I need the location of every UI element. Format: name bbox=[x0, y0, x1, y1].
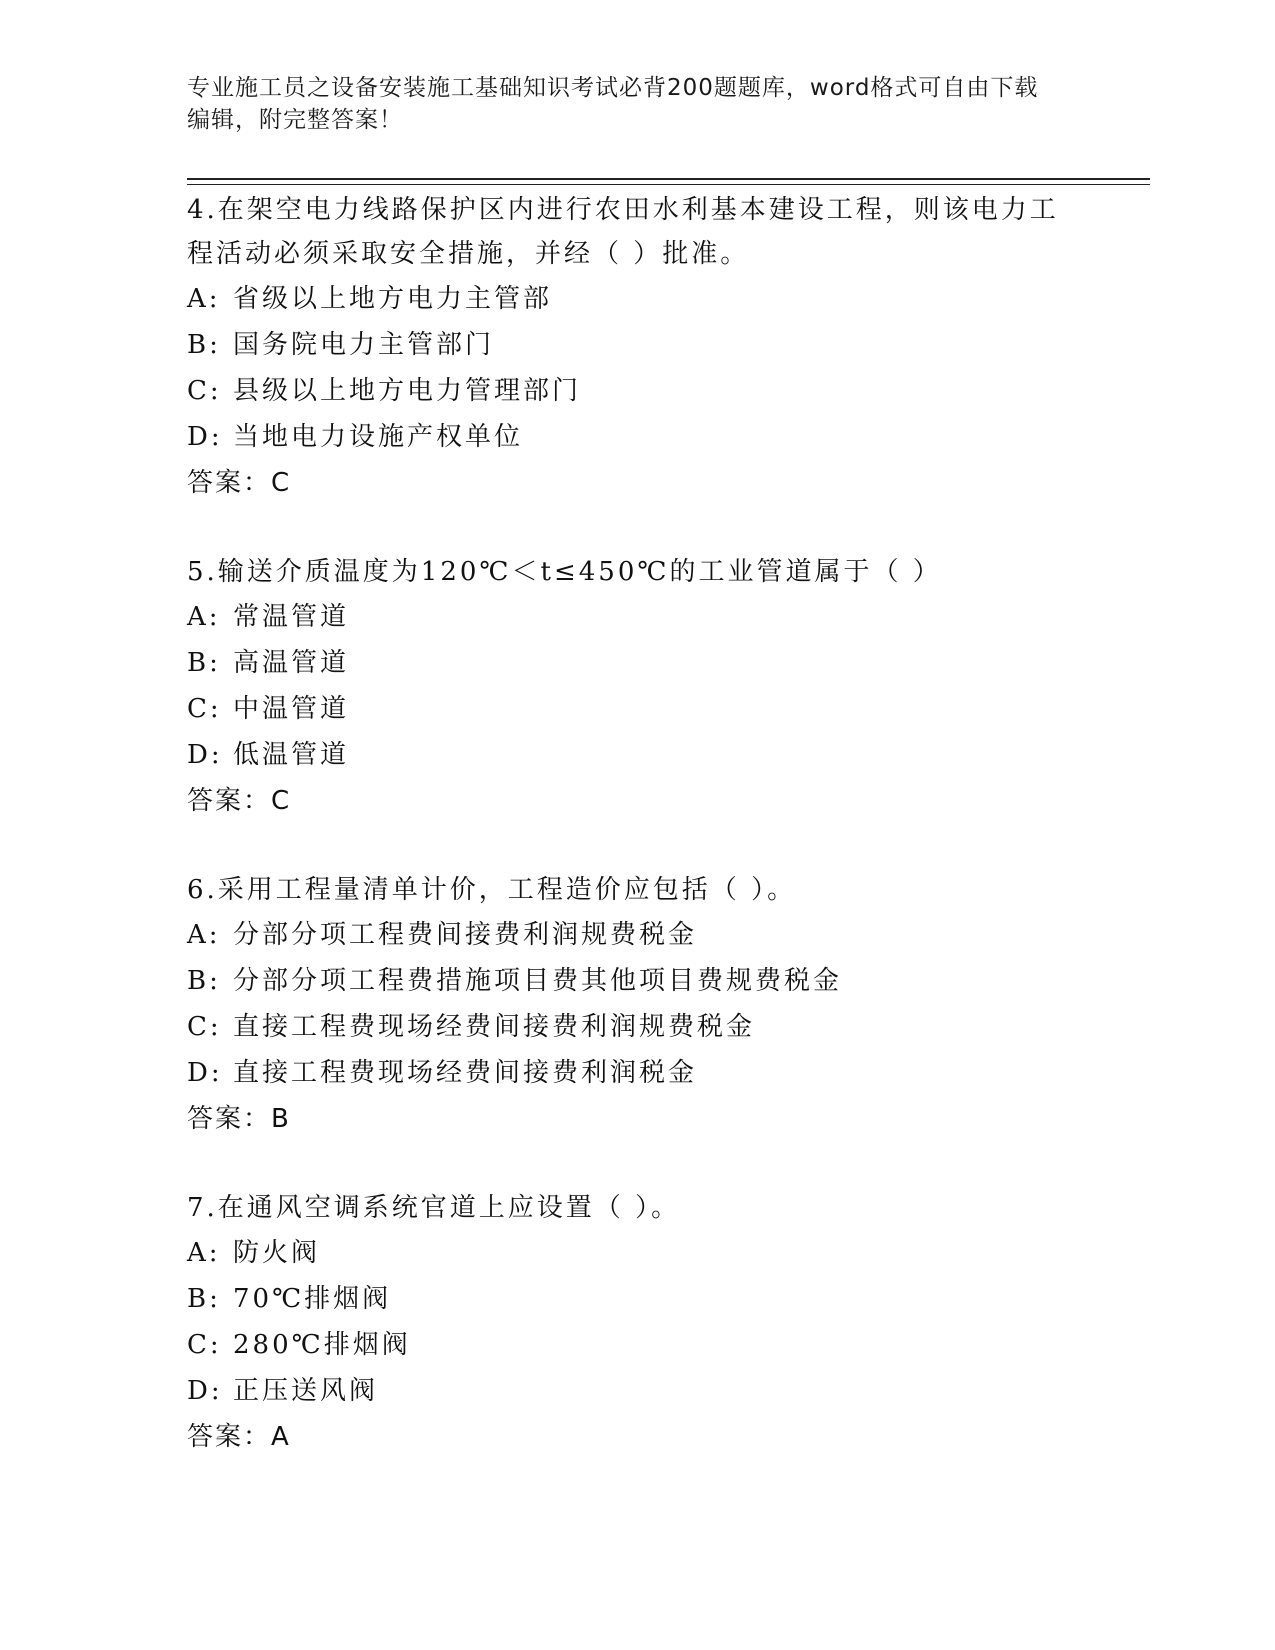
option-list bbox=[187, 276, 1067, 460]
answer-line: 答案：B bbox=[187, 1104, 291, 1134]
option-text: 直接工程费现场经费间接费利润规费税金 bbox=[233, 1012, 756, 1042]
option-key: A: bbox=[187, 920, 221, 950]
answer-line: 答案：C bbox=[187, 786, 292, 816]
option-text: 280℃排烟阀 bbox=[233, 1330, 411, 1360]
option-list bbox=[187, 594, 1067, 778]
option-c bbox=[187, 368, 1067, 414]
question-block bbox=[187, 550, 1067, 824]
header-divider-thin bbox=[187, 184, 1150, 185]
option-b bbox=[187, 1276, 1067, 1322]
option-key: B: bbox=[187, 330, 221, 360]
option-key: D: bbox=[187, 1376, 223, 1406]
option-a bbox=[187, 1230, 1067, 1276]
document-header bbox=[187, 72, 1067, 136]
question-stem: 5.输送介质温度为120℃＜t≤450℃的工业管道属于（ ） bbox=[187, 557, 942, 587]
question-block bbox=[187, 188, 1067, 506]
option-c bbox=[187, 686, 1067, 732]
header-divider-thick bbox=[187, 178, 1150, 180]
option-text: 正压送风阀 bbox=[233, 1376, 379, 1406]
option-text: 直接工程费现场经费间接费利润税金 bbox=[233, 1058, 698, 1088]
option-a bbox=[187, 276, 1067, 322]
option-d bbox=[187, 414, 1067, 460]
option-key: A: bbox=[187, 1238, 221, 1268]
option-text: 中温管道 bbox=[233, 694, 350, 724]
option-list bbox=[187, 1230, 1067, 1414]
option-key: C: bbox=[187, 694, 222, 724]
option-list bbox=[187, 912, 1067, 1096]
header-title-line-1: 专业施工员之设备安装施工基础知识考试必背200题题库，word格式可自由下载 bbox=[187, 75, 1039, 101]
option-key: B: bbox=[187, 1284, 221, 1314]
option-c bbox=[187, 1322, 1067, 1368]
option-text: 高温管道 bbox=[233, 648, 350, 678]
option-key: D: bbox=[187, 422, 223, 452]
header-title-line-2: 编辑，附完整答案！ bbox=[187, 107, 403, 133]
option-d bbox=[187, 1050, 1067, 1096]
option-b bbox=[187, 640, 1067, 686]
option-key: C: bbox=[187, 1012, 222, 1042]
option-text: 防火阀 bbox=[233, 1238, 321, 1268]
option-text: 分部分项工程费间接费利润规费税金 bbox=[233, 920, 698, 950]
question-block bbox=[187, 868, 1067, 1142]
question-block bbox=[187, 1186, 1067, 1460]
option-key: B: bbox=[187, 966, 221, 996]
option-a bbox=[187, 912, 1067, 958]
option-b bbox=[187, 958, 1067, 1004]
option-a bbox=[187, 594, 1067, 640]
option-text: 常温管道 bbox=[233, 602, 350, 632]
option-text: 分部分项工程费措施项目费其他项目费规费税金 bbox=[233, 966, 843, 996]
option-text: 国务院电力主管部门 bbox=[233, 330, 495, 360]
option-d bbox=[187, 732, 1067, 778]
option-key: C: bbox=[187, 376, 222, 406]
option-key: A: bbox=[187, 284, 221, 314]
option-c bbox=[187, 1004, 1067, 1050]
option-text: 低温管道 bbox=[233, 740, 350, 770]
option-key: C: bbox=[187, 1330, 222, 1360]
option-key: D: bbox=[187, 740, 223, 770]
question-stem: 7.在通风空调系统官道上应设置（ ）。 bbox=[187, 1193, 681, 1223]
option-text: 当地电力设施产权单位 bbox=[233, 422, 524, 452]
option-text: 县级以上地方电力管理部门 bbox=[233, 376, 582, 406]
option-b bbox=[187, 322, 1067, 368]
option-text: 70℃排烟阀 bbox=[233, 1284, 392, 1314]
option-key: B: bbox=[187, 648, 221, 678]
option-d bbox=[187, 1368, 1067, 1414]
question-stem: 6.采用工程量清单计价，工程造价应包括（ ）。 bbox=[187, 875, 797, 905]
option-key: D: bbox=[187, 1058, 223, 1088]
option-text: 省级以上地方电力主管部 bbox=[233, 284, 553, 314]
question-stem: 4.在架空电力线路保护区内进行农田水利基本建设工程，则该电力工程活动必须采取安全措施，并经（ ）批准。 bbox=[187, 195, 1059, 269]
answer-line: 答案：A bbox=[187, 1422, 291, 1452]
answer-line: 答案：C bbox=[187, 468, 292, 498]
option-key: A: bbox=[187, 602, 221, 632]
